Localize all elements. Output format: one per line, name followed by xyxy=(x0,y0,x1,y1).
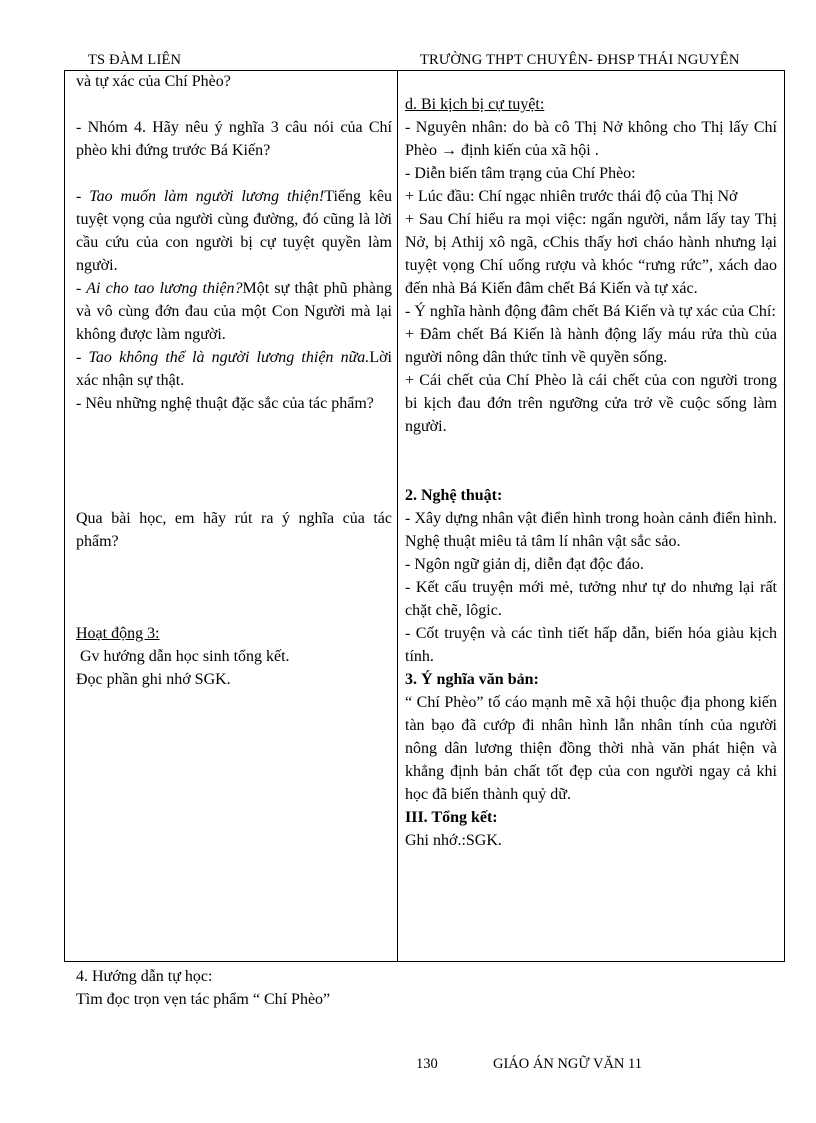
self-study-section xyxy=(76,965,330,1011)
activity-line: Gv hướng dẫn học sinh tổng kết. xyxy=(76,648,290,665)
summary-heading: III. Tổng kết: xyxy=(405,809,498,826)
right-line: - Ý nghĩa hành động đâm chết Bá Kiến và tự xác của Chí: xyxy=(405,303,776,320)
quote-3-comment: Lời xác nhận sự thật. xyxy=(76,349,392,389)
right-line: Ghi nhớ.:SGK. xyxy=(405,832,502,849)
header-right: TRƯỜNG THPT CHUYÊN- ĐHSP THÁI NGUYÊN xyxy=(420,52,740,68)
meaning-question: Qua bài học, em hãy rút ra ý nghĩa của tác phẩm? xyxy=(76,510,392,550)
section-2-heading: 2. Nghệ thuật: xyxy=(405,487,503,504)
section-3-heading: 3. Ý nghĩa văn bản: xyxy=(405,671,539,688)
quote-2-text: - Ai cho tao lương thiện? xyxy=(76,280,243,297)
quote-1-comment: Tiếng kêu tuyệt vọng của người cùng đường, đó cũng là lời cầu cứu của con người bị cự tuyệt quyền làm người. xyxy=(76,188,392,274)
group4-question: - Nhóm 4. Hãy nêu ý nghĩa 3 câu nói của Chí phèo khi đứng trước Bá Kiến? xyxy=(76,119,392,159)
header-left: TS ĐÀM LIÊN xyxy=(88,52,182,68)
right-column xyxy=(405,70,777,852)
table-border-bottom xyxy=(64,961,785,962)
footer-title: GIÁO ÁN NGỮ VĂN 11 xyxy=(493,1056,642,1072)
right-line: + Lúc đầu: Chí ngạc nhiên trước thái độ của Thị Nở xyxy=(405,188,738,205)
right-line: - Diễn biến tâm trạng của Chí Phèo: xyxy=(405,165,636,182)
right-line: “ Chí Phèo” tố cáo mạnh mẽ xã hội thuộc địa phong kiến tàn bạo đã cướp đi nhân hình lẫn nhân tính của người nông dân lương thiện đồng thời nhà văn phát hiện và khẳng định bản chất tốt đẹp của con người ngay cả khi học đã biến thành quỷ dữ. xyxy=(405,694,777,803)
quote-1 xyxy=(76,185,392,277)
left-column xyxy=(76,70,392,691)
section-d-heading: d. Bi kịch bị cự tuyệt: xyxy=(405,96,545,113)
left-line: và tự xác của Chí Phèo? xyxy=(76,73,231,90)
page-number: 130 xyxy=(416,1056,438,1072)
right-line: - Ngôn ngữ giản dị, diễn đạt độc đáo. xyxy=(405,556,644,573)
quote-2 xyxy=(76,277,392,346)
quote-3 xyxy=(76,346,392,392)
quote-3-text: - Tao không thể là người lương thiện nữa. xyxy=(76,349,370,366)
right-line: - Cốt truyện và các tình tiết hấp dẫn, biến hóa giàu kịch tính. xyxy=(405,625,777,665)
quote-1-text: - Tao muốn làm người lương thiện! xyxy=(76,188,325,205)
self-study-line: Tìm đọc trọn vẹn tác phẩm “ Chí Phèo” xyxy=(76,991,331,1008)
activity-line: Đọc phần ghi nhớ SGK. xyxy=(76,671,231,688)
right-line: - Xây dựng nhân vật điển hình trong hoàn cảnh điển hình. Nghệ thuật miêu tả tâm lí nhân vật sắc sảo. xyxy=(405,510,777,550)
lesson-table xyxy=(64,70,785,962)
art-question: - Nêu những nghệ thuật đặc sắc của tác phẩm? xyxy=(76,395,374,412)
activity-heading: Hoạt động 3: xyxy=(76,625,160,642)
right-line: + Đâm chết Bá Kiến là hành động lấy máu rửa thù của người nông dân thức tỉnh về quyền sống. xyxy=(405,326,777,366)
right-line: + Cái chết của Chí Phèo là cái chết của con người trong bi kịch đau đớn trên ngưỡng cửa trở về cuộc sống làm người. xyxy=(405,372,777,435)
table-border-left xyxy=(64,70,65,962)
table-border-right xyxy=(784,70,785,962)
table-divider xyxy=(397,70,398,962)
self-study-heading: 4. Hướng dẫn tự học: xyxy=(76,968,213,985)
quote-2-comment: Một sự thật phũ phàng và vô cùng đớn đau của một Con Người mà lại không được làm người. xyxy=(76,280,392,343)
right-line: - Kết cấu truyện mới mẻ, tưởng như tự do nhưng lại rất chặt chẽ, lôgic. xyxy=(405,579,777,619)
right-line: - Nguyên nhân: do bà cô Thị Nở không cho Thị lấy Chí Phèo → định kiến của xã hội . xyxy=(405,119,777,159)
right-line: + Sau Chí hiểu ra mọi việc: ngẩn người, nắm lấy tay Thị Nở, bị Athij xô ngã, cChis thấy hơi cháo hành nhưng lại tuyệt vọng Chí uống rượu và khóc “rưng rức”, xách dao đến nhà Bá Kiến đâm chết Bá Kiến và tự xác. xyxy=(405,211,777,297)
